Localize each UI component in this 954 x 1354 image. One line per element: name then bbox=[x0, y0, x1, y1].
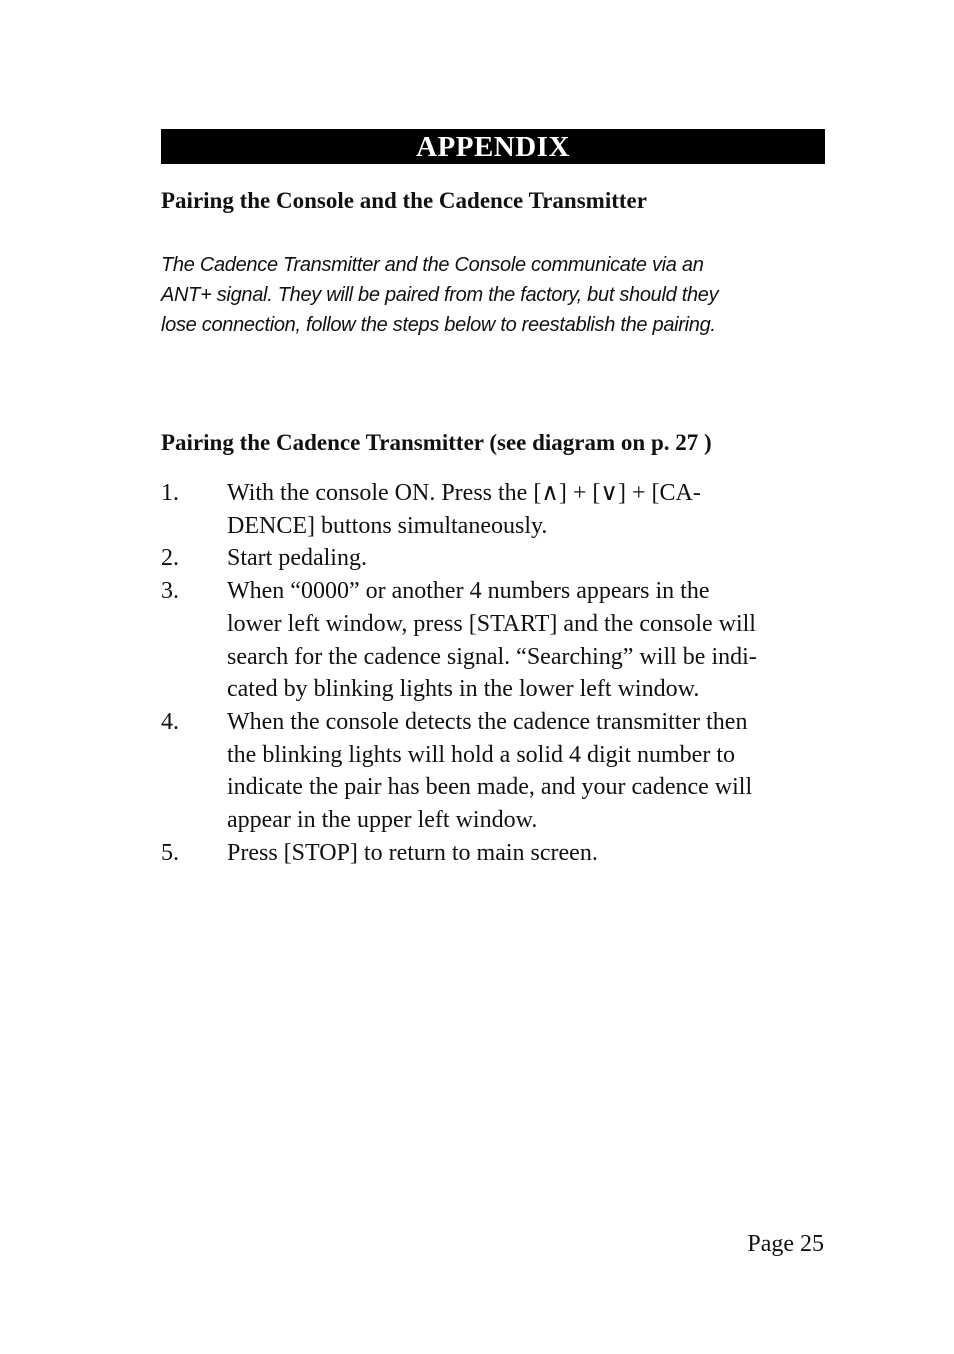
step-number: 4. bbox=[161, 708, 179, 735]
step-line: Start pedaling. bbox=[227, 545, 367, 572]
step-line: the blinking lights will hold a solid 4 digit number to bbox=[227, 741, 735, 768]
intro-line: lose connection, follow the steps below to reestablish the pairing. bbox=[161, 314, 716, 336]
steps-list bbox=[161, 477, 831, 869]
step-text bbox=[227, 837, 831, 870]
step-line: When the console detects the cadence transmitter then bbox=[227, 708, 748, 735]
list-item bbox=[161, 542, 831, 575]
step-text bbox=[227, 542, 831, 575]
appendix-banner bbox=[161, 129, 825, 164]
step-line: cated by blinking lights in the lower left window. bbox=[227, 676, 700, 703]
list-item bbox=[161, 477, 831, 542]
step-number: 5. bbox=[161, 839, 179, 866]
step-line: indicate the pair has been made, and your cadence will bbox=[227, 774, 753, 801]
section-heading-pairing-transmitter: Pairing the Cadence Transmitter (see diagram on p. 27 ) bbox=[161, 430, 712, 455]
step-text bbox=[227, 575, 831, 706]
intro-line: The Cadence Transmitter and the Console communicate via an bbox=[161, 254, 704, 276]
step-text bbox=[227, 477, 831, 542]
section-heading-pairing-console: Pairing the Console and the Cadence Transmitter bbox=[161, 188, 647, 213]
page-number: Page 25 bbox=[747, 1231, 824, 1257]
list-item bbox=[161, 706, 831, 837]
step-line: search for the cadence signal. “Searching” will be indi- bbox=[227, 643, 757, 670]
step-line: Press [STOP] to return to main screen. bbox=[227, 839, 598, 866]
step-number: 3. bbox=[161, 578, 179, 605]
step-line: appear in the upper left window. bbox=[227, 807, 538, 834]
step-line: DENCE] buttons simultaneously. bbox=[227, 512, 548, 539]
step-text bbox=[227, 706, 831, 837]
step-number: 1. bbox=[161, 480, 179, 506]
intro-line: ANT+ signal. They will be paired from the factory, but should they bbox=[161, 284, 719, 306]
list-item bbox=[161, 575, 831, 706]
page-title: APPENDIX bbox=[416, 131, 570, 163]
intro-paragraph bbox=[161, 250, 825, 340]
step-number: 2. bbox=[161, 545, 179, 572]
list-item bbox=[161, 837, 831, 870]
step-line: lower left window, press [START] and the console will bbox=[227, 610, 756, 637]
step-line: With the console ON. Press the [∧] + [∨] + [CA- bbox=[227, 480, 701, 506]
step-line: When “0000” or another 4 numbers appears in the bbox=[227, 578, 710, 605]
